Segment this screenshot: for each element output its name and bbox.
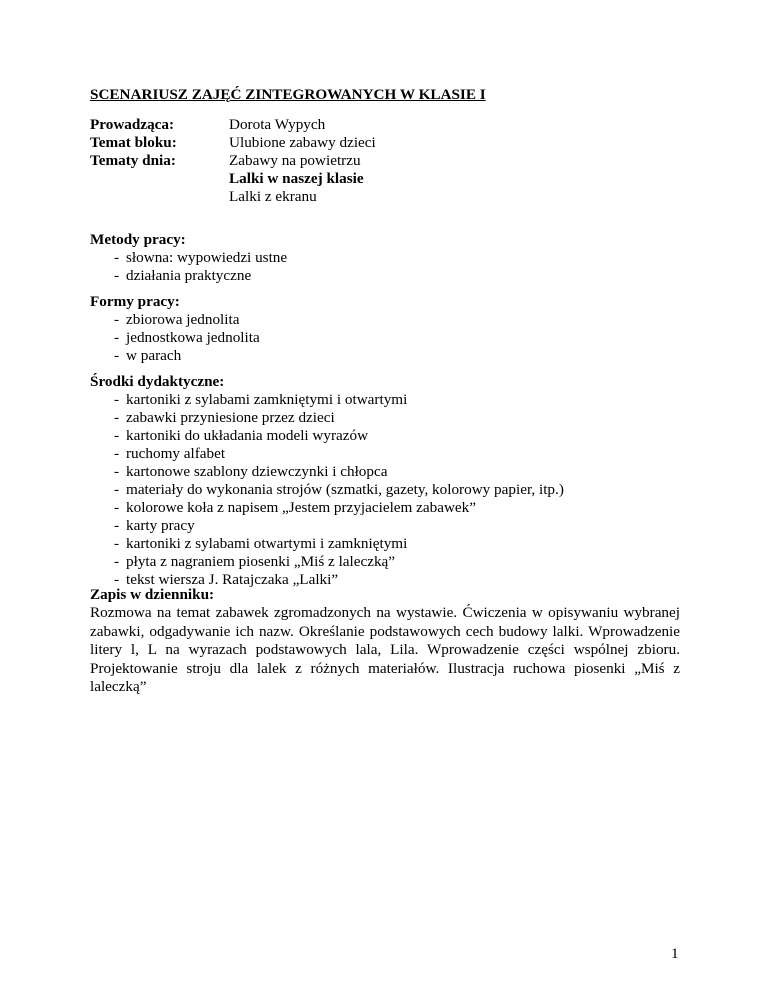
temat-bloku-label: Temat bloku: <box>90 134 177 151</box>
list-item <box>90 463 680 481</box>
prowadzaca-label: Prowadząca: <box>90 116 175 133</box>
section-formy-pracy <box>90 293 680 365</box>
list-bullet: - <box>114 329 120 346</box>
list-item <box>90 329 680 347</box>
list-item-text: kartonowe szablony dziewczynki i chłopca <box>126 463 388 480</box>
list-bullet: - <box>114 445 120 462</box>
list-item <box>90 267 680 285</box>
list-item <box>90 311 680 329</box>
list-item <box>90 517 680 535</box>
list-item-text: słowna: wypowiedzi ustne <box>126 249 288 266</box>
list-bullet: - <box>114 249 120 266</box>
list-item-text: materiały do wykonania strojów (szmatki, gazety, kolorowy papier, itp.) <box>126 481 564 498</box>
list-item-text: karty pracy <box>126 517 195 534</box>
list-bullet: - <box>114 535 120 552</box>
list-item-text: w parach <box>126 347 182 364</box>
document-title: SCENARIUSZ ZAJĘĆ ZINTEGROWANYCH W KLASIE I <box>90 86 486 103</box>
list-item <box>90 249 680 267</box>
list-bullet: - <box>114 409 120 426</box>
formy-pracy-heading: Formy pracy: <box>90 293 180 310</box>
list-item-text: płyta z nagraniem piosenki „Miś z laleczką” <box>126 553 396 570</box>
list-item-text: kartoniki do układania modeli wyrazów <box>126 427 369 444</box>
section-metody-pracy <box>90 231 680 285</box>
metody-pracy-list <box>90 249 680 285</box>
list-item-text: kartoniki z sylabami zamkniętymi i otwartymi <box>126 391 408 408</box>
list-item-text: ruchomy alfabet <box>126 445 226 462</box>
list-bullet: - <box>114 347 120 364</box>
zapis-paragraph: Rozmowa na temat zabawek zgromadzonych na wystawie. Ćwiczenia w opisywaniu wybranej zabawki, odgadywanie ich nazw. Określanie podstawowych cech budowy lalki. Wprowadzenie litery l, L na wyrazach podstawowych lala, Lila. Wprowadzenie części wspólnej zbioru. Projektowanie stroju dla lalek z różnych materiałów. Ilustracja ruchowa piosenki „Miś z laleczką” <box>90 604 680 696</box>
list-bullet: - <box>114 481 120 498</box>
page-number: 1 <box>671 945 679 962</box>
zapis-heading: Zapis w dzienniku: <box>90 586 215 603</box>
list-item <box>90 409 680 427</box>
section-srodki-dydaktyczne <box>90 373 680 589</box>
formy-pracy-list <box>90 311 680 365</box>
tematy-dnia-value-1: Zabawy na powietrzu <box>229 152 361 169</box>
list-bullet: - <box>114 499 120 516</box>
list-item-text: kolorowe koła z napisem „Jestem przyjacielem zabawek” <box>126 499 477 516</box>
list-item-text: zbiorowa jednolita <box>126 311 240 328</box>
list-item-text: zabawki przyniesione przez dzieci <box>126 409 335 426</box>
srodki-dydaktyczne-list <box>90 391 680 589</box>
list-item <box>90 427 680 445</box>
list-bullet: - <box>114 391 120 408</box>
list-bullet: - <box>114 571 120 588</box>
srodki-dydaktyczne-heading: Środki dydaktyczne: <box>90 373 225 390</box>
list-bullet: - <box>114 267 120 284</box>
list-item <box>90 445 680 463</box>
metody-pracy-heading: Metody pracy: <box>90 231 186 248</box>
list-item <box>90 481 680 499</box>
list-item <box>90 391 680 409</box>
list-item <box>90 535 680 553</box>
list-bullet: - <box>114 517 120 534</box>
prowadzaca-value: Dorota Wypych <box>229 116 326 133</box>
section-zapis-w-dzienniku <box>90 586 680 697</box>
list-item <box>90 499 680 517</box>
list-bullet: - <box>114 427 120 444</box>
list-bullet: - <box>114 463 120 480</box>
list-item <box>90 347 680 365</box>
list-bullet: - <box>114 553 120 570</box>
list-item-text: działania praktyczne <box>126 267 252 284</box>
list-item-text: kartoniki z sylabami otwartymi i zamkniętymi <box>126 535 408 552</box>
list-item-text: jednostkowa jednolita <box>126 329 260 346</box>
list-item <box>90 553 680 571</box>
tematy-dnia-value-3: Lalki z ekranu <box>229 188 317 205</box>
tematy-dnia-value-2: Lalki w naszej klasie <box>229 170 364 187</box>
temat-bloku-value: Ulubione zabawy dzieci <box>229 134 376 151</box>
tematy-dnia-label: Tematy dnia: <box>90 152 176 169</box>
list-bullet: - <box>114 311 120 328</box>
list-item-text: tekst wiersza J. Ratajczaka „Lalki” <box>126 571 339 588</box>
